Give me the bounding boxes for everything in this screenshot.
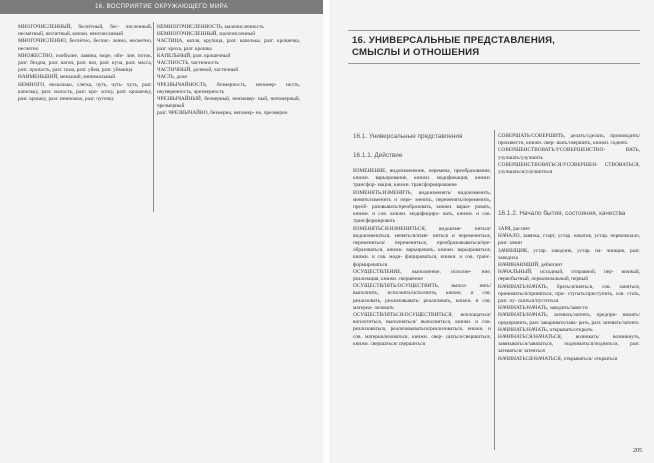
right-column-2-bottom (498, 226, 640, 363)
dictionary-entry: ЗАЧИНЩИК, устар. заводчик, устар. на- чинщик, разг. заводила (498, 247, 640, 261)
chapter-title-line: СМЫСЛЫ И ОТНОШЕНИЯ (352, 47, 480, 58)
dictionary-entry: НАЧИНАТЬСЯ/НАЧАТЬСЯ, возникать/ возникнуть, завязываться/завязаться, подниматься/подняться, разг. затеваться/ затеяться (498, 334, 640, 355)
dictionary-entry: НАЧАЛО, завязка, старт, устар. начатие, устар. первоначало, разг. зачин (498, 233, 640, 247)
dictionary-entry: НАЧИНАТЬ/НАЧАТЬ, затевать/затеять, предпри- нимать/предпринять, разг. заваривать/зава- рить, разг. затевать/затеять (498, 312, 640, 326)
dictionary-entry: ИЗМЕНЯТЬСЯ/ИЗМЕНИТЬСЯ, видоизме- няться/видоизмениться, меняться/изме- ниться и перемениться, переменяться/ перемениться, преобразовываться/пре- образоваться, книжн. варьировать, книжн. варьироваться, книжн. и сов. моди- фицироваться, книжн. и сов. транс- формироваться (353, 225, 491, 268)
dictionary-entry: НАЧИНАТЬ/НАЧАТЬ, заводить/завести (498, 305, 588, 312)
dictionary-entry: ЧРЕЗВЫЧАЙНОСТЬ, безмерность, непомер- ность, неумеренность, чрезмерность (157, 81, 300, 95)
dictionary-entry: ИЗМЕНЯТЬ/ИЗМЕНИТЬ, видоизменять/ видоизменить, менять/изменить и пере- менить, переменять/переменить, преоб- разовывать/преобразовать, книжн. варьи- ровать, книжн. и сов. книжн. модифициро- вать, книжн. и сов. трансформировать (353, 189, 491, 225)
column-divider (153, 22, 154, 212)
subsection-heading: 16.1.1. Действие (353, 152, 403, 159)
chapter-title-line: 16. УНИВЕРСАЛЬНЫЕ ПРЕДСТАВЛЕНИЯ, (352, 35, 556, 46)
dictionary-entry: МНОЖЕСТВО, изобилие, лавина, море, оби- лие, поток, разг. бездна, разг. вагон, разг. воз, разг. куча, разг. масса, разг. пропасть, разг. тьма, разг. уйма, разг. уйманца (18, 52, 152, 74)
dictionary-entry: НЕМНОГОЧИСЛЕННОСТЬ, малочисленность (157, 24, 264, 30)
left-column-2 (157, 24, 300, 118)
right-column-1 (353, 168, 491, 348)
dictionary-entry: ИЗМЕНЕНИЕ, видоизменение, перемена, преобразование, книжн. варьирование, книжн. модификация, книжн. трансфор- мация, книжн. трансформирование (353, 168, 491, 189)
dictionary-entry: НАЧАЛЬНЫЙ, исходный, отправной, пер- вичный, первобытный, первоначальный, первый (498, 269, 640, 283)
section-heading: 16.1. Универсальные представления (353, 133, 463, 140)
dictionary-entry: ЧАСТИЧНЫЙ, долевой, частичный (157, 67, 239, 74)
dictionary-entry: КАПЕЛЬНЫЙ, разг. крошечный (157, 52, 231, 59)
dictionary-entry: НАЧИНАТЬ/НАЧАТЬ, открывать/открыть (498, 326, 593, 333)
dictionary-entry: ЧАСТНОСТЬ, частичность (157, 60, 219, 67)
right-column-2-top (498, 133, 640, 176)
dictionary-entry: НЕМНОГО, несколько, слегка, чуть, чуть- чуть, разг. капельку, разг. малость, разг. кро- хотку, разг. крошечку, разг. крошку, разг. немножко, разг. чуточку (18, 81, 152, 103)
dictionary-entry: СОВЕРШЕНСТВОВАТЬ/УСОВЕРШЕНСТВО- ВАТЬ, улучшать/улучшить (498, 147, 640, 161)
dictionary-entry: разг. ЧРЕЗВЫЧАЙНО, безмерно, непомер- но, чрезмерно (157, 110, 288, 117)
subsection-heading: 16.1.2. Начало бытия, состояния, качества (498, 210, 626, 217)
running-head: 16. ВОСПРИЯТИЕ ОКРУЖАЮЩЕГО МИРА (0, 0, 323, 14)
dictionary-entry: ЗАРЯ, рассвет (498, 226, 531, 232)
chapter-title (352, 35, 632, 59)
dictionary-entry: ЧРЕЗВЫЧАЙНЫЙ, безмерный, неимовер- ный, непомерный, чрезмерный (157, 96, 300, 110)
dictionary-entry: МНОГОЧИСЛЕННЫЙ, бесчётный, бес- численный, несметный, несчетный, книжн. неисчислимый (18, 24, 152, 38)
left-column-1 (18, 24, 152, 103)
dictionary-entry: ЧАСТЬ, доля (157, 74, 187, 81)
dictionary-entry: СОВЕРШЕНСТВОВАТЬСЯ/УСОВЕРШЕН- СТВОВАТЬСЯ, улучшаться/улучшиться (498, 161, 640, 176)
left-page (0, 0, 323, 463)
title-rule (348, 30, 640, 31)
dictionary-entry: НАЧИНАЮЩИЙ, дебютант (498, 262, 563, 269)
column-divider (494, 130, 495, 450)
dictionary-entry: ОСУЩЕСТВЛЕНИЕ, выполнение, исполне- ние, реализация, книжн. свершение (353, 268, 491, 283)
dictionary-entry: МНОГОЧИСЛЕННО, бесчётно, бесчис- ленно, несметно, несчетно (18, 38, 152, 52)
dictionary-entry: НАЧИНАТЬ/НАЧАТЬ, браться/взяться, сов. заняться, приниматься/приняться, при- ступать/приступить, сов. стать, разг. пу- скаться/пуститься (498, 283, 640, 305)
dictionary-entry: НАИМЕНЬШИЙ, меньший, минимальный (18, 74, 116, 81)
dictionary-entry: НАЧИНАТЬСЯ/НАЧАТЬСЯ, открываться/ открыться (498, 355, 618, 362)
dictionary-entry: ЧАСТИЦА, капля, крупица, разг. капелька, разг. крошечка, разг. кроха, разг. крошка (157, 38, 300, 52)
title-rule (348, 63, 640, 64)
dictionary-entry: СОВЕРШАТЬ/СОВЕРШИТЬ, делать/сделать, производить/произвести, книжн. свер- шать/свершить, книжн. содеять (498, 133, 640, 147)
dictionary-entry: НЕМНОГОЧИСЛЕННЫЙ, малочисленный (157, 31, 256, 38)
dictionary-entry: ОСУЩЕСТВЛЯТЬСЯ/ОСУЩЕСТВИТЬСЯ, воплощаться/воплотиться, выполняться/ выполниться, книжн. и сов. реализоваться, реализовываться/реализоваться, книжн. и сов. материализоваться, книжн. свер- шаться/свершиться, книжн. свершаться/ свершиться (353, 312, 491, 347)
dictionary-entry: ОСУЩЕСТВЛЯТЬ/ОСУЩЕСТВИТЬ, выпол- нять/выполнить, исполнять/исполнить, книжн. и сов. реализовать, реализовывать/ реализовать, книжн. и сов. материа- лизовать (353, 283, 491, 311)
page-number: 205 (633, 448, 642, 454)
